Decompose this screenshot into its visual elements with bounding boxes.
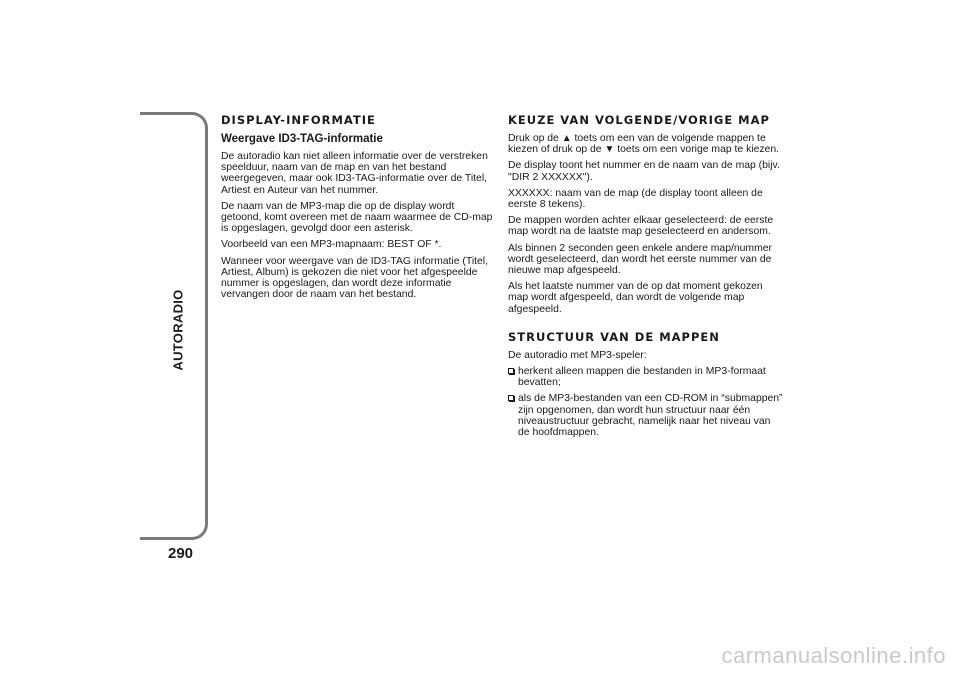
paragraph-arrow-keys xyxy=(508,133,784,155)
section-heading-folder-structure: STRUCTUUR VAN DE MAPPEN xyxy=(508,329,720,344)
watermark: carmanualsonline.info xyxy=(721,643,946,668)
paragraph: Wanneer voor weergave van de ID3-TAG informatie (Titel, Artiest, Album) is gekozen die niet voor het afgespeelde nummer is opgeslagen, dan wordt deze informatie vervangen door de naam van het bestand. xyxy=(221,255,488,301)
text-fragment: Druk op de xyxy=(508,133,559,144)
paragraph: De mappen worden achter elkaar geselecteerd: de eerste map wordt na de laatste map geselecteerd en andersom. xyxy=(508,215,774,238)
paragraph: De naam van de MP3-map die op de display wordt getoond, komt overeen met de naam waarmee de CD-map is opgeslagen, gevolgd door een asterisk. xyxy=(221,200,493,235)
paragraph-intro: De autoradio met MP3-speler: xyxy=(508,349,647,361)
list-item xyxy=(508,393,784,438)
bullet-list xyxy=(508,366,784,438)
paragraph: Voorbeeld van een MP3-mapnaam: BEST OF *. xyxy=(221,239,442,251)
list-item xyxy=(508,366,784,388)
up-arrow-icon: ▲ xyxy=(561,133,572,144)
paragraph: Als het laatste nummer van de op dat moment gekozen map wordt afgespeeld, dan wordt de volgende map afgespeeld. xyxy=(508,281,763,315)
text-fragment: toets om een vorige map te kiezen. xyxy=(617,144,779,156)
paragraph: De autoradio kan niet alleen informatie over de verstreken speelduur, naam van de map en van het bestand weergegeven, maar ook ID3-TAG-informatie over de Titel, Artiest en Auteur van het nummer. xyxy=(221,151,488,196)
list-item-text: als de MP3-bestanden van een CD-ROM in “submappen” zijn opgenomen, dan wordt hun structuur naar één niveaustructuur gebracht, namelijk naar het niveau van de hoofdmappen. xyxy=(518,393,783,439)
paragraph: De display toont het nummer en de naam van de map (bijv. "DIR 2 XXXXXX"). xyxy=(508,160,780,183)
section-label: AUTORADIO xyxy=(170,289,186,371)
section-heading-next-prev-folder: KEUZE VAN VOLGENDE/VORIGE MAP xyxy=(508,113,770,127)
paragraph: Als binnen 2 seconden geen enkele andere map/nummer wordt geselecteerd, dan wordt het eerste nummer van de nieuwe map afgespeeld. xyxy=(508,242,772,277)
list-item-text: herkent alleen mappen die bestanden in MP3-formaat bevatten; xyxy=(518,366,766,389)
section-heading-display-info: DISPLAY-INFORMATIE xyxy=(221,113,376,127)
paragraph: XXXXXX: naam van de map (de display toont alleen de eerste 8 tekens). xyxy=(508,187,763,211)
subheading-id3-tag: Weergave ID3-TAG-informatie xyxy=(221,133,383,145)
right-column xyxy=(508,113,784,443)
checkbox-bullet-icon xyxy=(508,395,514,401)
text-fragment: toets om een van de volgende mappen te kiezen of druk op de xyxy=(508,133,766,156)
checkbox-bullet-icon xyxy=(508,368,514,374)
down-arrow-icon: ▼ xyxy=(604,144,615,156)
page-number: 290 xyxy=(168,545,194,562)
left-column xyxy=(221,113,493,305)
